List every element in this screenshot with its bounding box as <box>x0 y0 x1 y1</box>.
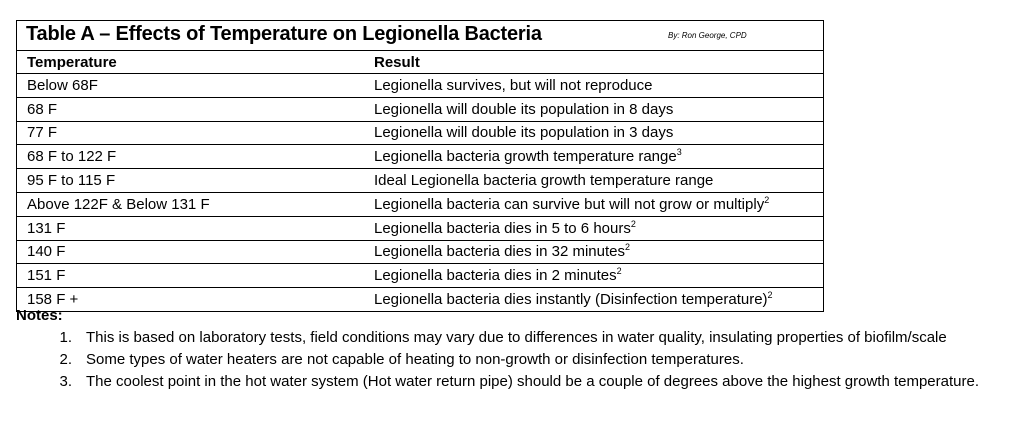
result-text: Legionella survives, but will not reproduce <box>374 76 653 94</box>
note-item <box>16 371 1016 393</box>
result-text: Legionella will double its population in 8 days <box>374 100 674 118</box>
result-text: Legionella will double its population in 3 days <box>374 124 674 142</box>
table-row <box>17 241 823 265</box>
footnote-ref: 2 <box>625 242 631 253</box>
result-cell <box>365 101 673 118</box>
temperature-cell: 151 F <box>27 267 66 285</box>
footnote-ref: 2 <box>630 218 636 229</box>
footnote-ref: 3 <box>676 147 682 158</box>
table-header-row <box>17 51 823 74</box>
result-cell <box>365 220 636 237</box>
table-title: Table A – Effects of Temperature on Legionella Bacteria <box>26 23 542 45</box>
temperature-cell: 95 F to 115 F <box>27 172 116 190</box>
result-text: Legionella bacteria dies in 5 to 6 hours <box>374 219 631 237</box>
result-cell <box>365 124 673 141</box>
table-row <box>17 74 823 98</box>
result-cell <box>365 77 653 94</box>
note-number: 1. <box>59 329 72 346</box>
temperature-cell: 158 F + <box>27 291 79 309</box>
table-title-row <box>17 21 823 51</box>
result-cell <box>365 267 622 284</box>
table-row <box>17 98 823 122</box>
table-row <box>17 264 823 288</box>
header-result: Result <box>374 53 420 71</box>
temperature-cell: 131 F <box>27 219 66 237</box>
table-row <box>17 122 823 146</box>
note-text: Some types of water heaters are not capable of heating to non-growth or disinfection temperatures. <box>86 351 744 368</box>
footnote-ref: 2 <box>764 194 770 205</box>
table-row <box>17 193 823 217</box>
temperature-cell: Below 68F <box>27 76 98 94</box>
note-text: This is based on laboratory tests, field conditions may vary due to differences in water quality, insulating properties of biofilm/scale <box>86 329 947 346</box>
result-text: Ideal Legionella bacteria growth temperature range <box>374 172 714 190</box>
header-temperature: Temperature <box>27 53 117 71</box>
table-row <box>17 145 823 169</box>
footnote-ref: 2 <box>767 290 773 301</box>
temperature-cell: 68 F to 122 F <box>27 148 117 166</box>
temperature-cell: 140 F <box>27 243 66 261</box>
table-row <box>17 217 823 241</box>
result-text: Legionella bacteria can survive but will not grow or multiply <box>374 195 765 213</box>
notes-title: Notes: <box>16 307 63 324</box>
result-cell <box>365 148 682 165</box>
note-number: 3. <box>59 373 72 390</box>
temperature-cell: 68 F <box>27 100 58 118</box>
result-cell <box>365 196 769 213</box>
temperature-effects-table <box>16 20 824 312</box>
result-text: Legionella bacteria growth temperature range <box>374 148 677 166</box>
note-text: The coolest point in the hot water system (Hot water return pipe) should be a couple of degrees above the highest growth temperature. <box>86 373 980 390</box>
table-row <box>17 169 823 193</box>
result-cell <box>365 243 630 260</box>
footnote-ref: 2 <box>616 266 622 277</box>
result-text: Legionella bacteria dies in 2 minutes <box>374 267 617 285</box>
notes-section <box>16 307 1016 393</box>
note-number: 2. <box>59 351 72 368</box>
result-cell <box>365 172 713 189</box>
temperature-cell: Above 122F & Below 131 F <box>27 195 210 213</box>
note-item <box>16 327 1016 349</box>
result-cell <box>365 291 773 308</box>
author-byline: By: Ron George, CPD <box>668 31 747 40</box>
result-text: Legionella bacteria dies instantly (Disinfection temperature) <box>374 291 768 309</box>
result-text: Legionella bacteria dies in 32 minutes <box>374 243 625 261</box>
temperature-cell: 77 F <box>27 124 58 142</box>
note-item <box>16 349 1016 371</box>
